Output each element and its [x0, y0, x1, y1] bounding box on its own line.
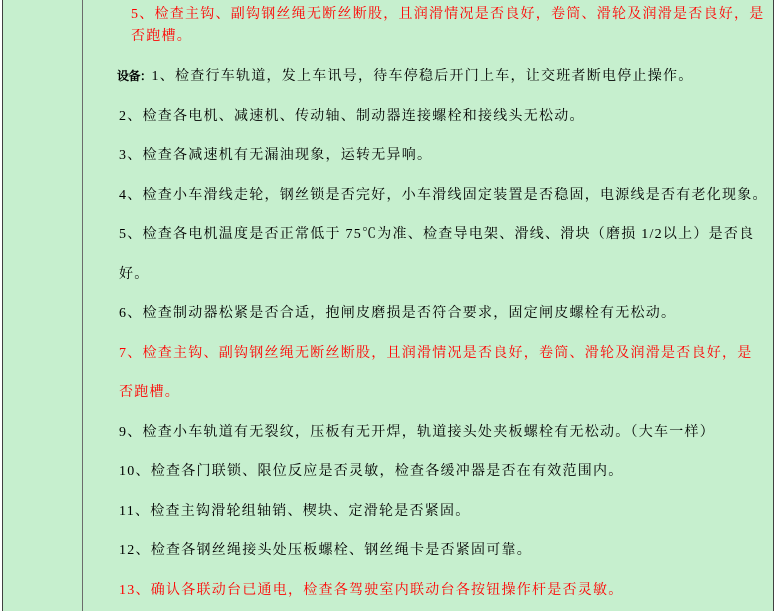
- checklist-item-9: [119, 413, 773, 453]
- content-cell: [83, 0, 773, 611]
- equipment-checklist: [119, 57, 773, 610]
- checklist-item-1-line: [117, 57, 773, 97]
- row-label-cell: [3, 0, 83, 611]
- checklist-item-6: [119, 294, 773, 334]
- checklist-item-7-line-2: 否跑槽。: [119, 385, 180, 400]
- continued-item-5-line-2: 否跑槽。: [131, 29, 192, 44]
- continued-item-5: [119, 4, 773, 48]
- checklist-item-4: [119, 176, 773, 216]
- checklist-item-3: [119, 136, 773, 176]
- checklist-item-2: [119, 97, 773, 137]
- checklist-item-9-line: 9、检查小车轨道有无裂纹，压板有无开焊，轨道接头处夹板螺栓有无松动。（大车一样）: [119, 424, 715, 440]
- checklist-item-1-text: 1、检查行车轨道，发上车讯号，待车停稳后开门上车，让交班者断电停止操作。: [151, 69, 694, 84]
- checklist-item-5-line-1: 5、检查各电机温度是否正常低于 75℃为准、检查导电架、滑线、滑块（磨损 1/2以上）是否良: [119, 227, 755, 242]
- checklist-item-12-line: 12、检查各钢丝绳接头处压板螺栓、钢丝绳卡是否紧固可靠。: [119, 543, 532, 558]
- checklist-item-11-line: 11、检查主钩滑轮组轴销、楔块、定滑轮是否紧固。: [119, 503, 471, 519]
- checklist-item-10-line: 10、检查各门联锁、限位反应是否灵敏，检查各缓冲器是否在有效范围内。: [119, 464, 624, 479]
- checklist-item-12: [119, 531, 773, 571]
- checklist-item-7-line-1: 7、检查主钩、副钩钢丝绳无断丝断股，且润滑情况是否良好，卷筒、滑轮及润滑是否良好，是: [119, 345, 753, 361]
- checklist-table: [2, 0, 774, 611]
- checklist-item-5-line-2: 好。: [119, 266, 150, 282]
- checklist-item-7: [119, 334, 773, 413]
- checklist-item-2-line: 2、检查各电机、减速机、传动轴、制动器连接螺栓和接线头无松动。: [119, 108, 585, 124]
- checklist-item-3-line: 3、检查各减速机有无漏油现象，运转无异响。: [119, 148, 433, 163]
- checklist-item-10: [119, 452, 773, 492]
- section-label-equipment: 设备：: [117, 69, 152, 83]
- checklist-item-13: [119, 571, 773, 611]
- checklist-item-6-line: 6、检查制动器松紧是否合适，抱闸皮磨损是否符合要求，固定闸皮螺栓有无松动。: [119, 306, 677, 321]
- checklist-item-13-line: 13、确认各联动台已通电，检查各驾驶室内联动台各按钮操作杆是否灵敏。: [119, 582, 624, 598]
- checklist-item-4-line: 4、检查小车滑线走轮，钢丝锁是否完好，小车滑线固定装置是否稳固，电源线是否有老化现象。: [119, 187, 768, 203]
- checklist-item-5: [119, 215, 773, 294]
- checklist-item-11: [119, 492, 773, 532]
- checklist-item-1: [119, 57, 773, 97]
- continued-item-5-line-1: 5、检查主钩、副钩钢丝绳无断丝断股，且润滑情况是否良好，卷筒、滑轮及润滑是否良好，是: [131, 7, 765, 22]
